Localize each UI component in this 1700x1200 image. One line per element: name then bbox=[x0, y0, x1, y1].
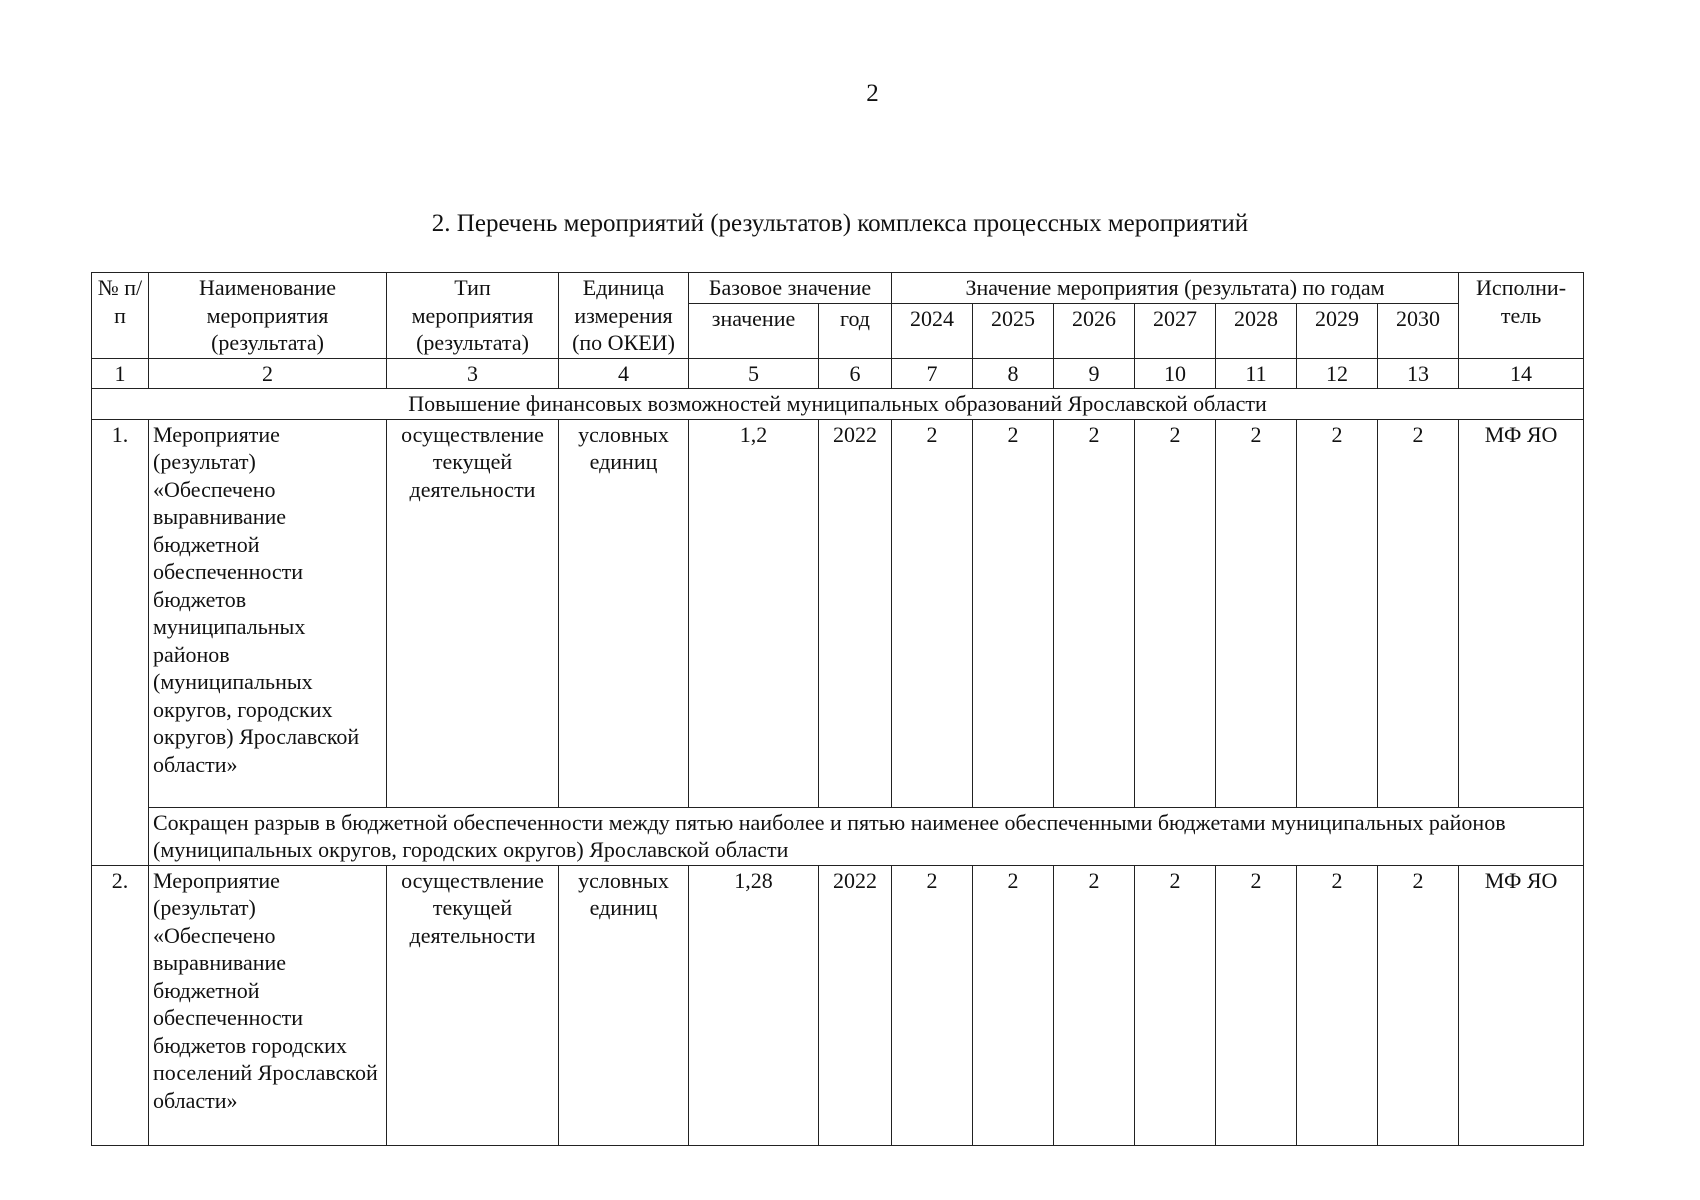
header-unit: Единица измерения (по ОКЕИ) bbox=[559, 273, 689, 359]
column-number: 5 bbox=[689, 358, 819, 389]
column-number: 2 bbox=[149, 358, 387, 389]
year-value: 2 bbox=[973, 419, 1054, 807]
section-title: Повышение финансовых возможностей муниципальных образований Ярославской области bbox=[92, 389, 1584, 420]
row-number: 1. bbox=[92, 419, 149, 865]
header-year: 2027 bbox=[1135, 303, 1216, 358]
year-value: 2 bbox=[1054, 419, 1135, 807]
header-year: 2025 bbox=[973, 303, 1054, 358]
row-number: 2. bbox=[92, 865, 149, 1145]
header-type: Тип мероприятия (результата) bbox=[387, 273, 559, 359]
executor: МФ ЯО bbox=[1459, 865, 1584, 1145]
year-value: 2 bbox=[973, 865, 1054, 1145]
header-year: 2024 bbox=[892, 303, 973, 358]
measure-unit: условных единиц bbox=[559, 419, 689, 807]
year-value: 2 bbox=[1216, 865, 1297, 1145]
header-year: 2028 bbox=[1216, 303, 1297, 358]
column-number: 1 bbox=[92, 358, 149, 389]
column-number: 6 bbox=[819, 358, 892, 389]
column-number: 3 bbox=[387, 358, 559, 389]
header-executor: Исполни- тель bbox=[1459, 273, 1584, 359]
base-value: 1,28 bbox=[689, 865, 819, 1145]
measure-name: Мероприятие (результат) «Обеспечено выравнивание бюджетной обеспеченности бюджетов муниципальных районов (муниципальных округов, городских округов) Ярославской области» bbox=[149, 419, 387, 807]
base-year: 2022 bbox=[819, 419, 892, 807]
header-name: Наименование мероприятия (результата) bbox=[149, 273, 387, 359]
year-value: 2 bbox=[1054, 865, 1135, 1145]
result-note: Сокращен разрыв в бюджетной обеспеченности между пятью наиболее и пятью наименее обеспеченными бюджетами муниципальных районов (муниципальных округов, городских округов) Ярославской области bbox=[149, 807, 1584, 865]
column-number: 14 bbox=[1459, 358, 1584, 389]
column-number: 10 bbox=[1135, 358, 1216, 389]
section-title-row bbox=[92, 389, 1584, 420]
year-value: 2 bbox=[892, 865, 973, 1145]
year-value: 2 bbox=[1216, 419, 1297, 807]
header-year: 2030 bbox=[1378, 303, 1459, 358]
measure-name: Мероприятие (результат) «Обеспечено выравнивание бюджетной обеспеченности бюджетов городских поселений Ярославской области» bbox=[149, 865, 387, 1145]
header-num: № п/п bbox=[92, 273, 149, 359]
measures-table bbox=[91, 272, 1584, 1146]
year-value: 2 bbox=[1297, 419, 1378, 807]
result-note-row bbox=[92, 807, 1584, 865]
column-number-row bbox=[92, 358, 1584, 389]
executor: МФ ЯО bbox=[1459, 419, 1584, 807]
header-base-value: значение bbox=[689, 303, 819, 358]
year-value: 2 bbox=[1378, 419, 1459, 807]
header-base-year: год bbox=[819, 303, 892, 358]
column-number: 11 bbox=[1216, 358, 1297, 389]
year-value: 2 bbox=[892, 419, 973, 807]
measure-type: осуществление текущей деятельности bbox=[387, 419, 559, 807]
column-number: 8 bbox=[973, 358, 1054, 389]
year-value: 2 bbox=[1378, 865, 1459, 1145]
column-number: 13 bbox=[1378, 358, 1459, 389]
header-year: 2026 bbox=[1054, 303, 1135, 358]
base-year: 2022 bbox=[819, 865, 892, 1145]
document-title: 2. Перечень мероприятий (результатов) комплекса процессных мероприятий bbox=[431, 210, 1249, 237]
column-number: 4 bbox=[559, 358, 689, 389]
year-value: 2 bbox=[1135, 419, 1216, 807]
table-row bbox=[92, 865, 1584, 1145]
year-value: 2 bbox=[1297, 865, 1378, 1145]
column-number: 12 bbox=[1297, 358, 1378, 389]
measure-unit: условных единиц bbox=[559, 865, 689, 1145]
page-number: 2 bbox=[866, 80, 879, 107]
column-number: 9 bbox=[1054, 358, 1135, 389]
table-row bbox=[92, 419, 1584, 807]
measure-type: осуществление текущей деятельности bbox=[387, 865, 559, 1145]
header-base: Базовое значение bbox=[689, 273, 892, 304]
column-number: 7 bbox=[892, 358, 973, 389]
header-year: 2029 bbox=[1297, 303, 1378, 358]
header-row-1 bbox=[92, 273, 1584, 304]
base-value: 1,2 bbox=[689, 419, 819, 807]
year-value: 2 bbox=[1135, 865, 1216, 1145]
header-years-group: Значение мероприятия (результата) по годам bbox=[892, 273, 1459, 304]
